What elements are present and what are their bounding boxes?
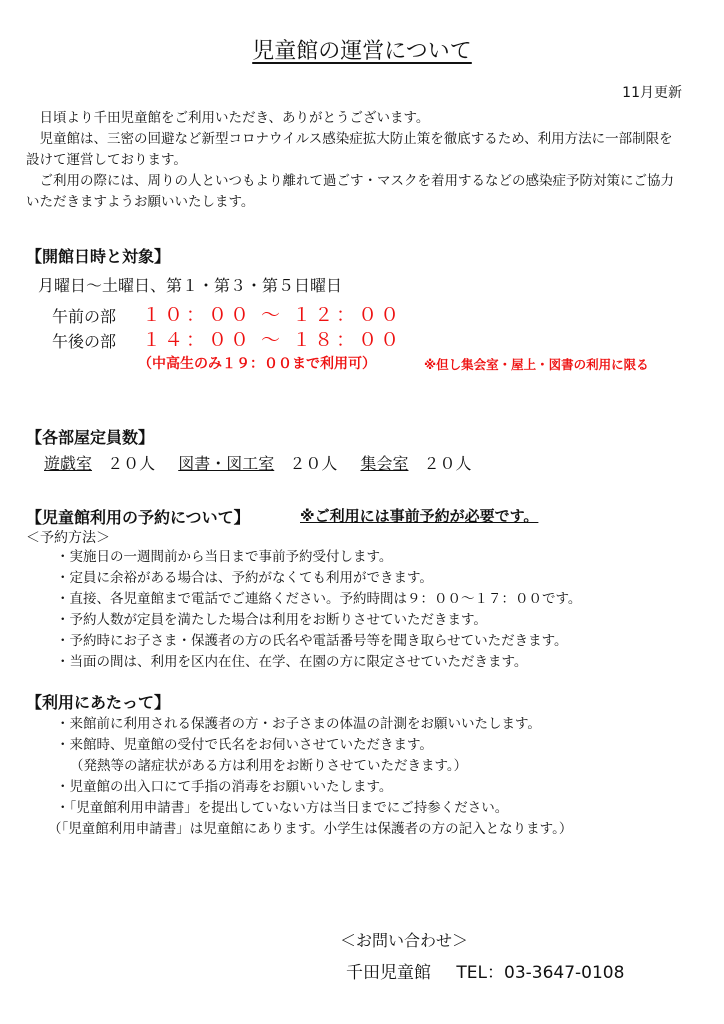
list-item: （「児童館利用申請書」は児童館にあります。小学生は保護者の方の記入となります。） <box>48 821 573 837</box>
list-item: ・予約時にお子さま・保護者の方の氏名や電話番号等を聞き取らせていただきます。 <box>56 633 568 649</box>
list-item: ・児童館の出入口にて手指の消毒をお願いいたします。 <box>56 779 393 795</box>
reservation-notice: ※ご利用には事前予約が必要です。 <box>300 507 539 525</box>
reservation-list <box>56 547 581 673</box>
room-count: ２０人 <box>107 454 156 473</box>
list-item: ・定員に余裕がある場合は、予約がなくても利用ができます。 <box>56 570 433 586</box>
intro-paragraph: ご利用の際には、周りの人といつもより離れて過ごす・マスクを着用するなどの感染症予防対策にご協力いただきますようお願いいたします。 <box>26 173 674 210</box>
room-name: 図書・図工室 <box>178 454 275 473</box>
morning-time: １０：００ ～ １２：００ <box>142 304 403 326</box>
page-title: 児童館の運営について <box>252 39 472 64</box>
high-school-note: （中高生のみ１９：００まで利用可） <box>138 356 376 372</box>
list-item: ・当面の間は、利用を区内在住、在学、在園の方に限定させていただきます。 <box>56 654 528 670</box>
list-item: ・「児童館利用申請書」を提出していない方は当日までにご持参ください。 <box>56 800 509 816</box>
intro-text <box>26 108 686 213</box>
room-name: 集会室 <box>360 454 409 473</box>
list-item: ・来館前に利用される保護者の方・お子さまの体温の計測をお願いいたします。 <box>56 716 541 732</box>
contact-name: 千田児童館 <box>346 963 431 983</box>
afternoon-label: 午後の部 <box>52 332 117 351</box>
morning-label: 午前の部 <box>52 307 117 326</box>
update-label: 11月更新 <box>622 85 682 101</box>
room-count: ２０人 <box>423 454 472 473</box>
contact-label: ＜お問い合わせ＞ <box>340 931 469 950</box>
afternoon-time: １４：００ ～ １８：００ <box>142 329 403 351</box>
list-item: ・直接、各児童館まで電話でご連絡ください。予約時間は９：００～１７：００です。 <box>56 591 582 607</box>
usage-list <box>48 714 573 840</box>
restriction-note: ※但し集会室・屋上・図書の利用に限る <box>424 357 649 372</box>
capacity-heading: 【各部屋定員数】 <box>26 428 155 447</box>
intro-paragraph: 日頃より千田児童館をご利用いただき、ありがとうございます。 <box>39 110 430 126</box>
list-item: ・来館時、児童館の受付で氏名をお伺いさせていただきます。 <box>56 737 433 753</box>
intro-paragraph: 児童館は、三密の回避など新型コロナウイルス感染症拡大防止策を徹底するため、利用方法に一部制限を設けて運営しております。 <box>26 131 673 168</box>
room-count: ２０人 <box>289 454 338 473</box>
hours-heading: 【開館日時と対象】 <box>26 247 171 266</box>
reservation-method-label: ＜予約方法＞ <box>26 530 110 546</box>
list-item: ・実施日の一週間前から当日まで事前予約受付します。 <box>56 549 393 565</box>
reservation-heading: 【児童館利用の予約について】 <box>26 508 250 527</box>
usage-heading: 【利用にあたって】 <box>26 693 171 712</box>
list-item: （発熱等の諸症状がある方は利用をお断りさせていただきます。） <box>70 758 468 774</box>
open-days: 月曜日～土曜日、第１・第３・第５日曜日 <box>38 276 343 295</box>
room-name: 遊戯室 <box>44 454 93 473</box>
contact-info <box>346 958 624 983</box>
list-item: ・予約人数が定員を満たした場合は利用をお断りさせていただきます。 <box>56 612 487 628</box>
room-capacity-list <box>44 451 472 474</box>
contact-tel: TEL：03-3647-0108 <box>456 963 625 983</box>
